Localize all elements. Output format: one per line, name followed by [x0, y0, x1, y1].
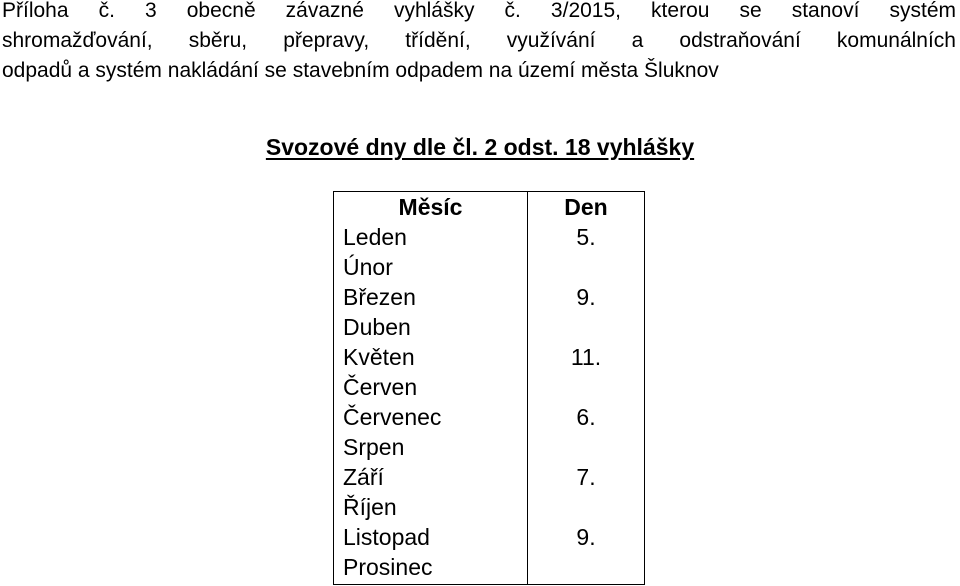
- column-header-day: Den: [564, 194, 608, 220]
- header-line-2: shromažďování, sběru, přepravy, třídění, využívání a odstraňování komunálních: [2, 29, 956, 52]
- month-cell: Prosinec: [343, 554, 433, 580]
- table-header-row: [334, 192, 644, 222]
- table-row: [334, 342, 644, 372]
- table-row: [334, 492, 644, 522]
- month-cell: Červenec: [343, 404, 442, 430]
- document-header: [2, 0, 956, 86]
- table-row: [334, 222, 644, 252]
- day-cell: 7.: [576, 464, 596, 490]
- month-cell: Květen: [343, 344, 415, 370]
- month-cell: Říjen: [343, 494, 397, 520]
- day-cell: 6.: [576, 404, 596, 430]
- table-row: [334, 252, 644, 282]
- column-header-month: Měsíc: [398, 194, 463, 220]
- month-cell: Červen: [343, 374, 418, 400]
- table-row: [334, 432, 644, 462]
- day-cell: 9.: [576, 524, 596, 550]
- month-cell: Březen: [343, 284, 416, 310]
- month-cell: Leden: [343, 224, 407, 250]
- table-row: [334, 282, 644, 312]
- month-cell: Srpen: [343, 434, 405, 460]
- day-cell: 11.: [570, 344, 602, 370]
- month-cell: Září: [343, 464, 384, 490]
- table-row: [334, 522, 644, 552]
- header-line-1: Příloha č. 3 obecně závazné vyhlášky č. 3/2015, kterou se stanoví systém: [2, 0, 956, 22]
- header-line-3: odpadů a systém nakládání se stavebním odpadem na území města Šluknov: [2, 59, 719, 82]
- table-row: [334, 372, 644, 402]
- table-row: [334, 402, 644, 432]
- month-cell: Listopad: [343, 524, 430, 550]
- table-row: [334, 552, 644, 582]
- day-cell: 5.: [576, 224, 596, 250]
- month-cell: Duben: [343, 314, 411, 340]
- day-cell: 9.: [576, 284, 596, 310]
- collection-schedule-table: [333, 191, 645, 585]
- schedule-title: Svozové dny dle čl. 2 odst. 18 vyhlášky: [265, 134, 695, 160]
- month-cell: Únor: [343, 254, 393, 280]
- table-row: [334, 312, 644, 342]
- table-row: [334, 462, 644, 492]
